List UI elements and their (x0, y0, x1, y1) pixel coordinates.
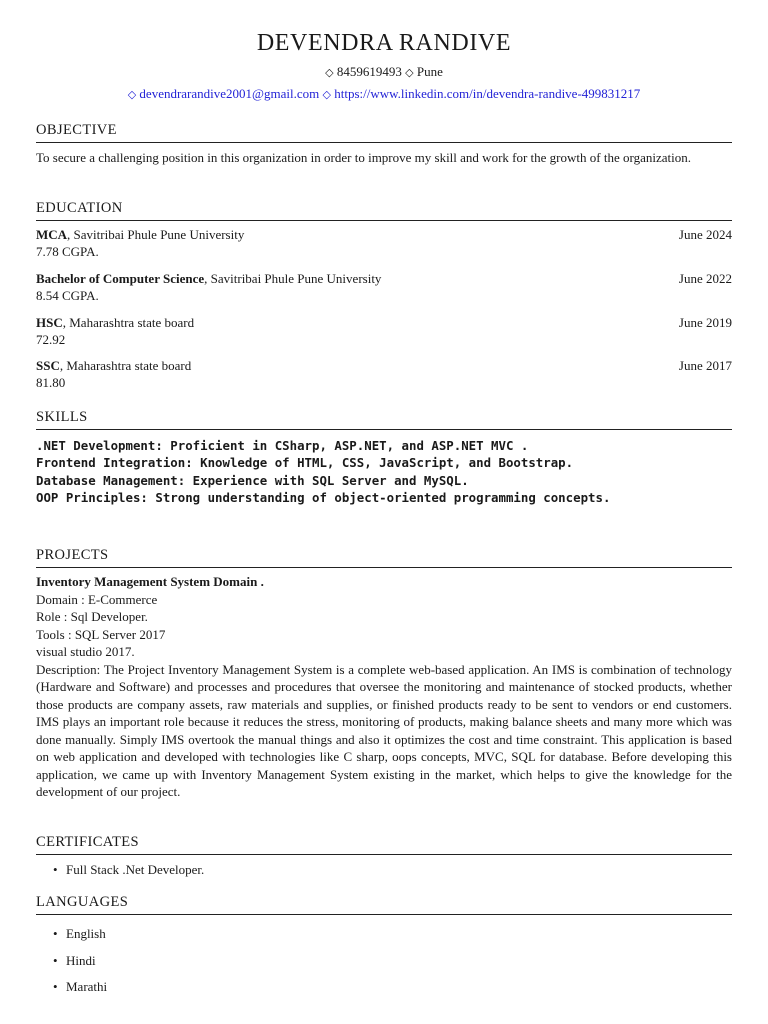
degree: MCA (36, 227, 68, 242)
objective-heading: OBJECTIVE (36, 121, 732, 143)
graduation-date: June 2019 (678, 315, 732, 330)
certificates-list (36, 861, 732, 879)
objective-text: To secure a challenging position in this organization in order to improve my skill and work for the growth of the organization. (36, 150, 691, 165)
graduation-date: June 2022 (678, 271, 732, 286)
diamond-icon: ◇ (322, 89, 331, 101)
candidate-name: DEVENDRA RANDIVE (256, 30, 512, 56)
degree: Bachelor of Computer Science (36, 271, 205, 286)
score: 8.54 CGPA. (36, 288, 99, 303)
score: 81.80 (36, 375, 66, 390)
links-line (0, 86, 768, 102)
project-entry (36, 573, 732, 801)
education-heading: EDUCATION (36, 199, 732, 221)
language-item: • Marathi (36, 974, 732, 1001)
diamond-icon: ◇ (127, 89, 137, 101)
score: 7.78 CGPA. (36, 244, 99, 259)
language-item: • Hindi (36, 948, 732, 975)
project-role: Role : Sql Developer. (36, 609, 148, 624)
skill-item: .NET Development: Proficient in CSharp, ASP.NET, and ASP.NET MVC . (36, 438, 529, 453)
email-link[interactable]: devendrarandive2001@gmail.com (139, 86, 320, 101)
project-domain: Domain : E-Commerce (36, 591, 158, 607)
skills-list (36, 437, 732, 506)
degree: HSC (36, 315, 63, 330)
skill-item: Database Management: Experience with SQL Server and MySQL. (36, 472, 469, 488)
institution: , Savitribai Phule Pune University (204, 271, 382, 286)
linkedin-link[interactable]: https://www.linkedin.com/in/devendra-randive-499831217 (334, 86, 641, 101)
phone-number: 8459619493 (336, 64, 402, 79)
languages-heading: LANGUAGES (36, 893, 732, 915)
diamond-icon: ◇ (405, 67, 414, 79)
contact-line (0, 64, 768, 80)
project-description: Description: The Project Inventory Management System is a complete web-based application. An IMS is combination of technology (Hardware and Software) and processes and procedures that oversee the monitoring and maintenance of stocked products, whether those products are company assets, raw materials and supplies, or finished products ready to be sent to vendors or end customers. IMS plays an important role because it reduces the stress, monitoring of products, making balance sheets and many more which was done manually. Simply IMS overtook the manual things and also it optimizes the cost and time constraint. This application is based on web application and developed with technologies like C sharp, oops concepts, MVC, SQL for database. Before developing this application, we came up with Inventory Management System existing in the market, which helps to give the knowledge for the development of our project. (36, 661, 732, 799)
languages-list (36, 921, 732, 1001)
project-tools-extra: visual studio 2017. (36, 644, 135, 659)
institution: , Maharashtra state board (59, 358, 192, 373)
city: Pune (416, 64, 443, 79)
language-item: • English (36, 921, 732, 948)
project-tools: Tools : SQL Server 2017 (36, 626, 166, 642)
skill-item: OOP Principles: Strong understanding of object-oriented programming concepts. (36, 489, 611, 505)
education-entry (36, 270, 732, 304)
education-entry (36, 314, 732, 348)
certificates-heading: CERTIFICATES (36, 833, 732, 855)
institution: , Maharashtra state board (62, 315, 195, 330)
education-entry (36, 226, 732, 260)
graduation-date: June 2024 (678, 227, 732, 242)
project-name: Inventory Management System Domain . (36, 574, 264, 589)
degree: SSC (36, 358, 60, 373)
score: 72.92 (36, 332, 66, 347)
graduation-date: June 2017 (678, 358, 732, 373)
certificate-item: • Full Stack .Net Developer. (36, 861, 732, 879)
diamond-icon: ◇ (325, 67, 334, 79)
skill-item: Frontend Integration: Knowledge of HTML, CSS, JavaScript, and Bootstrap. (36, 455, 574, 471)
education-entry (36, 357, 732, 391)
skills-heading: SKILLS (36, 408, 732, 430)
institution: , Savitribai Phule Pune University (67, 227, 245, 242)
projects-heading: PROJECTS (36, 546, 732, 568)
